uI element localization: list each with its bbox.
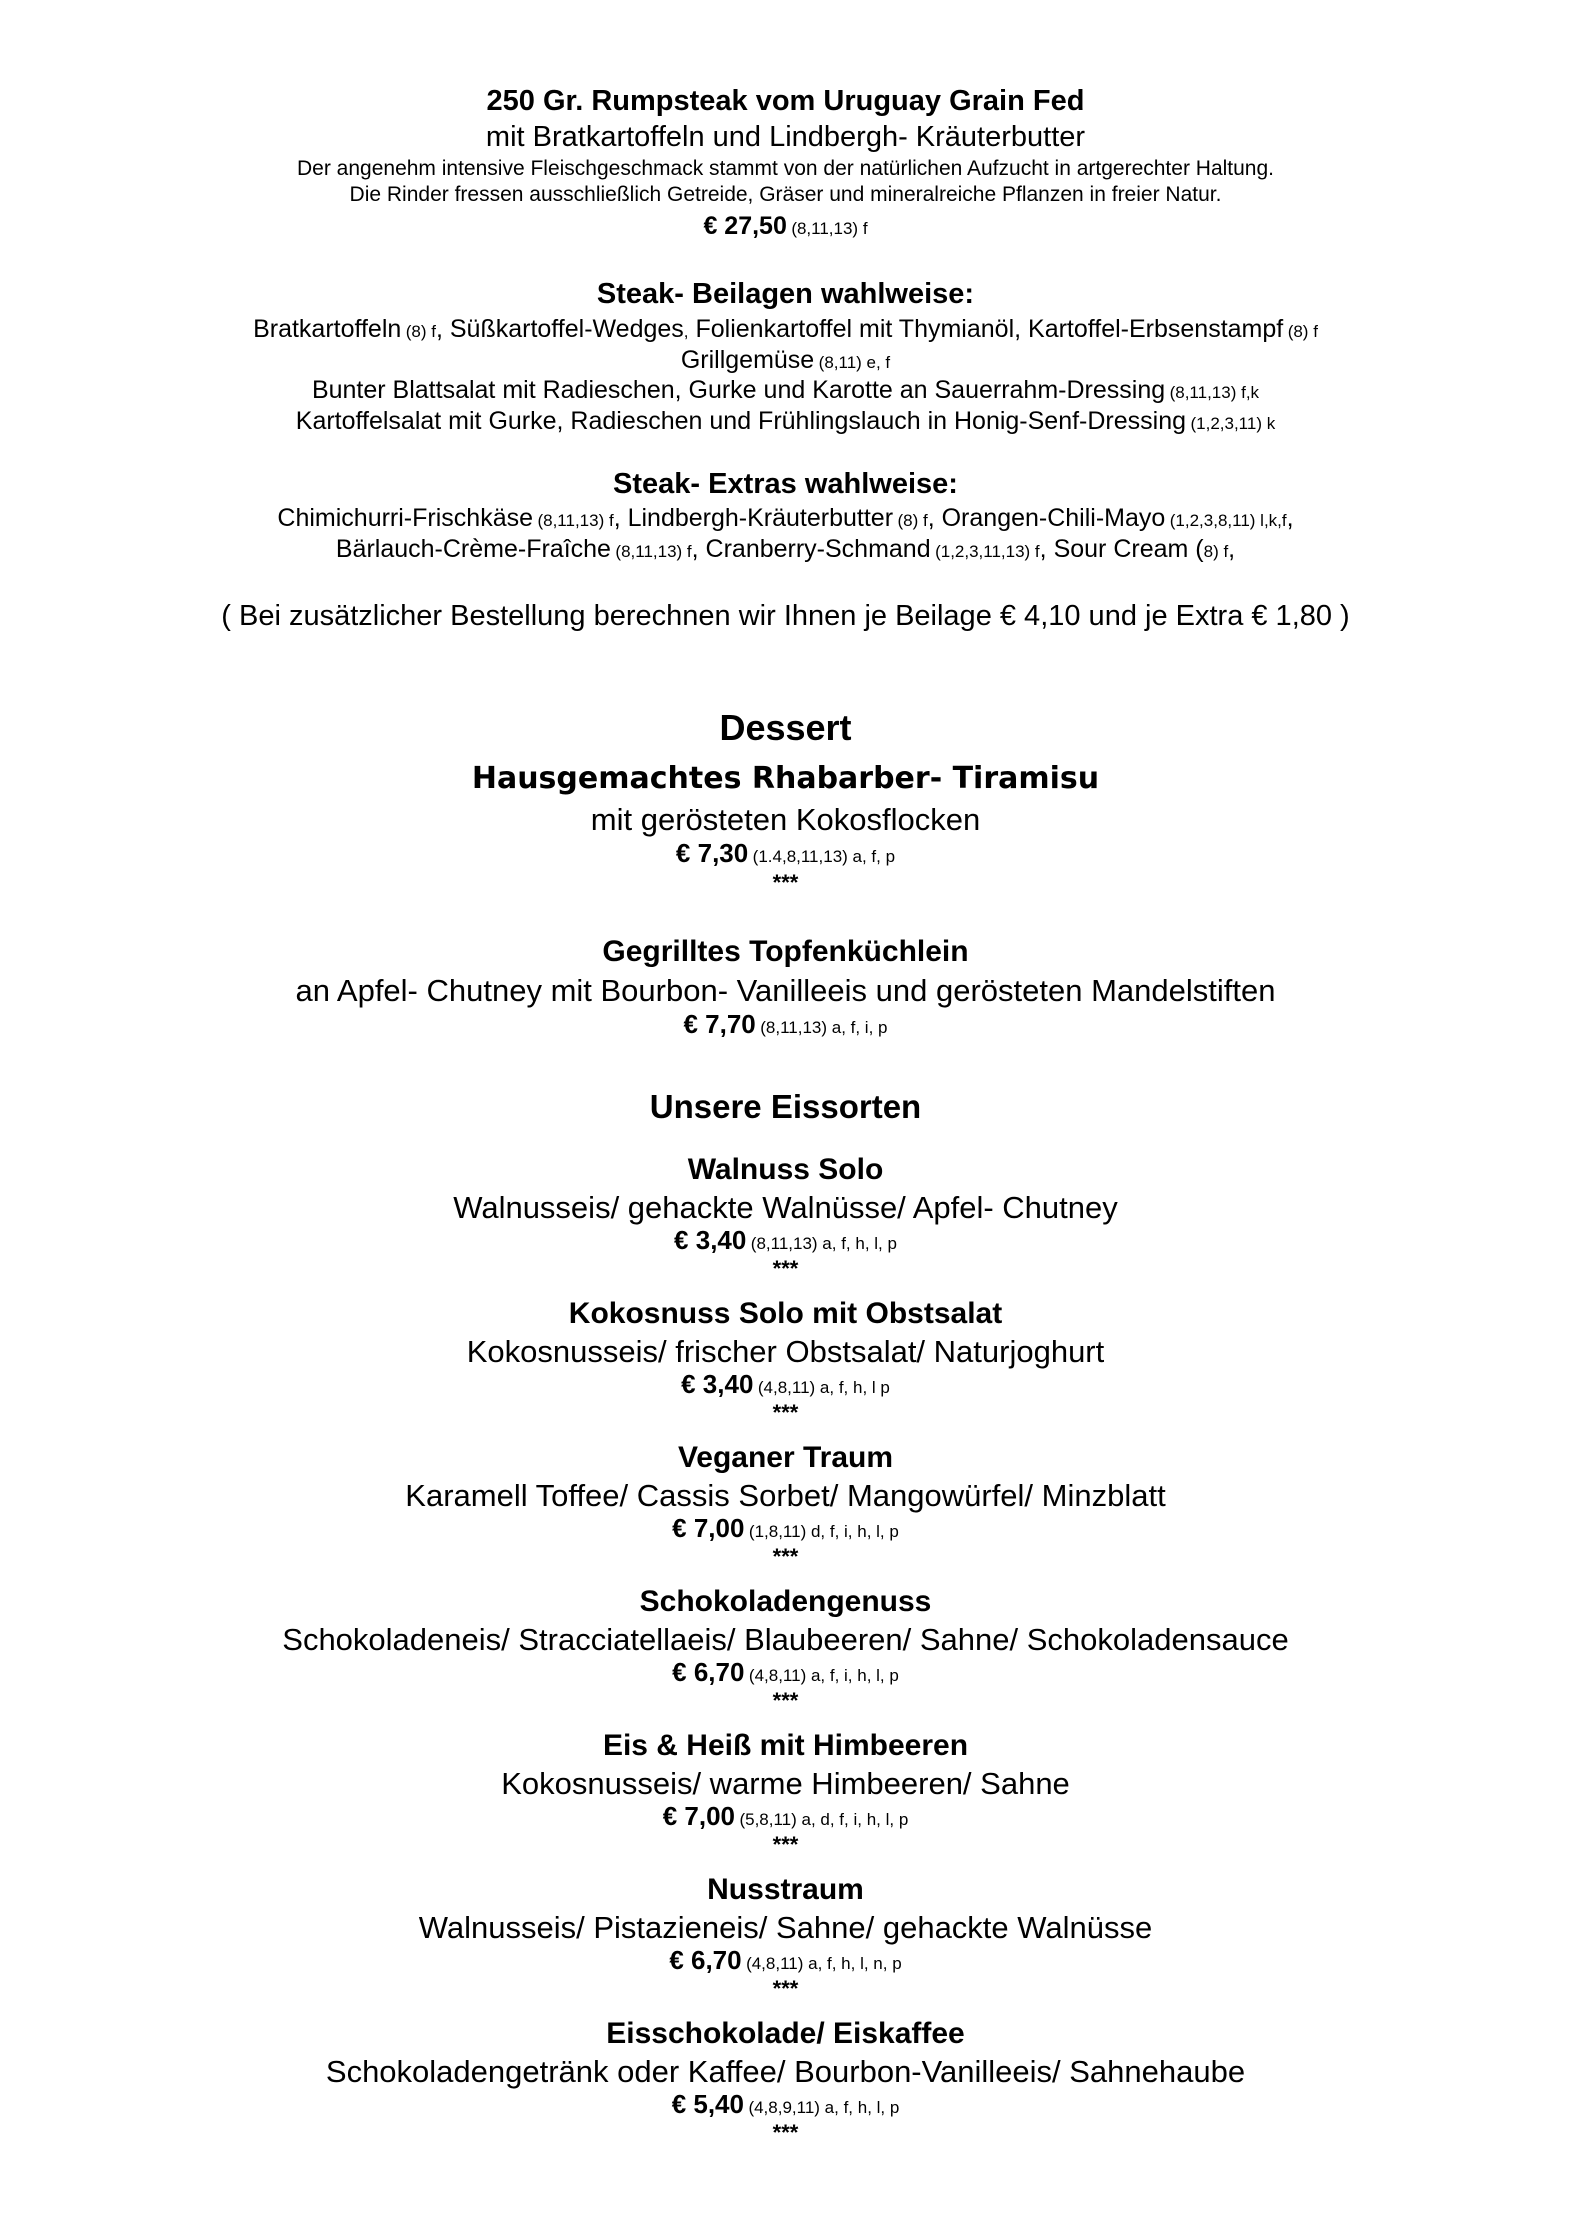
allergen-codes: (1.4,8,11,13) a, f, p (752, 847, 896, 866)
ice-item-price: € 7,00 (662, 1801, 735, 1831)
extra-kraeuterbutter: , Lindbergh-Kräuterbutter (613, 504, 894, 532)
dessert-item-topfen-desc: an Apfel- Chutney mit Bourbon- Vanilleeis und gerösteten Mandelstiften (295, 973, 1276, 1008)
steak-title: 250 Gr. Rumpsteak vom Uruguay Grain Fed (486, 85, 1085, 117)
allergen-codes: (8,11,13) f,k (1169, 383, 1260, 402)
allergen-codes: (8) f (897, 511, 928, 530)
sides-line-2 (0, 348, 1571, 373)
ice-item-price: € 3,40 (681, 1369, 754, 1399)
ice-item-price-line (0, 1515, 1571, 1541)
ice-item-name: Kokosnuss Solo mit Obstsalat (568, 1297, 1003, 1330)
steak-price-line (0, 214, 1571, 239)
ice-item-price: € 7,00 (672, 1513, 745, 1543)
side-grillgemuese: Grillgemüse (680, 346, 815, 374)
ice-item-price-line (0, 2091, 1571, 2117)
side-blattsalat: Bunter Blattsalat mit Radieschen, Gurke und Karotte an Sauerrahm-Dressing (311, 376, 1166, 404)
allergen-codes: (8) f (405, 322, 436, 341)
ice-item-desc: Walnusseis/ Pistazieneis/ Sahne/ gehackte Walnüsse (418, 1910, 1153, 1945)
dessert-item-topfen-price: € 7,70 (683, 1009, 756, 1039)
ice-item-name: Veganer Traum (677, 1441, 894, 1474)
extra-sour-cream: , Sour Cream ( (1039, 535, 1204, 563)
allergen-codes: (1,2,3,8,11) l,k,f (1169, 511, 1287, 530)
item-separator: *** (772, 1976, 799, 2001)
ice-item-price-line (0, 1371, 1571, 1397)
extra-orangen-chili-mayo: , Orangen-Chili-Mayo (927, 504, 1166, 532)
steak-allergen-codes: (8,11,13) f (791, 219, 868, 238)
ice-item-desc: Kokosnusseis/ warme Himbeeren/ Sahne (501, 1766, 1070, 1801)
separator-comma: , (1228, 535, 1236, 563)
sides-line-3 (0, 378, 1571, 403)
ice-item-desc: Kokosnusseis/ frischer Obstsalat/ Naturjoghurt (466, 1334, 1105, 1369)
allergen-codes: (4,8,11) a, f, h, l, n, p (746, 1954, 902, 1973)
extras-heading: Steak- Extras wahlweise: (613, 468, 958, 500)
sides-heading: Steak- Beilagen wahlweise: (596, 278, 975, 310)
allergen-codes: (8) f (1287, 322, 1318, 341)
extra-pricing-note: ( Bei zusätzlicher Bestellung berechnen wir Ihnen je Beilage € 4,10 und je Extra € 1,80 ) (221, 600, 1350, 632)
extra-baerlauch: Bärlauch-Crème-Fraîche (335, 535, 611, 563)
allergen-codes: (5,8,11) a, d, f, i, h, l, p (739, 1810, 909, 1829)
allergen-codes: (1,2,3,11) k (1190, 414, 1276, 433)
dessert-item-tiramisu-price-line (0, 840, 1571, 866)
allergen-codes: (1,2,3,11,13) f (935, 542, 1040, 561)
ice-item-price-line (0, 1227, 1571, 1253)
side-folienkartoffel: Folienkartoffel mit Thymianöl, Kartoffel-Erbsenstampf (688, 315, 1284, 343)
dessert-item-tiramisu-price: € 7,30 (675, 838, 749, 868)
dessert-heading: Dessert (719, 707, 852, 748)
ice-item-name: Eisschokolade/ Eiskaffee (606, 2017, 965, 2050)
item-separator: *** (772, 870, 799, 895)
allergen-codes: , (683, 322, 689, 341)
item-separator: *** (772, 1688, 799, 1713)
dessert-item-tiramisu-desc: mit gerösteten Kokosflocken (590, 802, 981, 837)
ice-item-price-line (0, 1803, 1571, 1829)
ice-item-price: € 5,40 (671, 2089, 744, 2119)
dessert-item-tiramisu-name: Hausgemachtes Rhabarber- Tiramisu (471, 761, 1100, 796)
ice-item-desc: Schokoladeneis/ Stracciatellaeis/ Blaubeeren/ Sahne/ Schokoladensauce (282, 1622, 1289, 1657)
allergen-codes: (8,11,13) f (537, 511, 614, 530)
allergen-codes: (8,11) e, f (818, 353, 891, 372)
allergen-codes: (4,8,11) a, f, i, h, l, p (748, 1666, 899, 1685)
allergen-codes: (4,8,9,11) a, f, h, l, p (748, 2098, 900, 2117)
item-separator: *** (772, 1256, 799, 1281)
sides-line-1 (0, 317, 1571, 342)
ice-item-price-line (0, 1947, 1571, 1973)
ice-item-desc: Walnusseis/ gehackte Walnüsse/ Apfel- Chutney (453, 1190, 1118, 1225)
allergen-codes: (1,8,11) d, f, i, h, l, p (748, 1522, 899, 1541)
steak-description-line-2: Die Rinder fressen ausschließlich Getreide, Gräser und mineralreiche Pflanzen in freier Natur. (349, 183, 1222, 206)
item-separator: *** (772, 1400, 799, 1425)
ice-item-name: Nusstraum (707, 1873, 864, 1906)
side-bratkartoffeln: Bratkartoffeln (253, 315, 402, 343)
item-separator: *** (772, 1832, 799, 1857)
item-separator: *** (772, 2120, 799, 2145)
ice-item-name: Walnuss Solo (687, 1153, 884, 1186)
ice-item-desc: Schokoladengetränk oder Kaffee/ Bourbon-Vanilleeis/ Sahnehaube (325, 2054, 1246, 2089)
allergen-codes: (8,11,13) f (615, 542, 692, 561)
dessert-item-topfen-price-line (0, 1011, 1571, 1037)
allergen-codes: 8) f (1203, 542, 1229, 561)
extras-line-2 (0, 537, 1571, 562)
extras-line-1 (0, 506, 1571, 531)
extra-chimichurri: Chimichurri-Frischkäse (277, 504, 533, 532)
ice-item-price: € 6,70 (669, 1945, 742, 1975)
extra-cranberry-schmand: , Cranberry-Schmand (691, 535, 931, 563)
ice-item-price-line (0, 1659, 1571, 1685)
steak-description-line-1: Der angenehm intensive Fleischgeschmack stammt von der natürlichen Aufzucht in artgerechter Haltung. (297, 157, 1274, 180)
allergen-codes: (8,11,13) a, f, h, l, p (750, 1234, 897, 1253)
separator-comma: , (1286, 504, 1294, 532)
side-kartoffelsalat: Kartoffelsalat mit Gurke, Radieschen und Frühlingslauch in Honig-Senf-Dressing (295, 407, 1187, 435)
ice-item-price: € 3,40 (674, 1225, 747, 1255)
steak-subtitle: mit Bratkartoffeln und Lindbergh- Kräuterbutter (485, 121, 1086, 153)
ice-item-name: Schokoladengenuss (639, 1585, 932, 1618)
dessert-item-topfen-name: Gegrilltes Topfenküchlein (602, 935, 969, 968)
side-suesskartoffel: , Süßkartoffel-Wedges (435, 315, 684, 343)
steak-price: € 27,50 (703, 212, 787, 240)
ice-item-desc: Karamell Toffee/ Cassis Sorbet/ Mangowürfel/ Minzblatt (405, 1478, 1166, 1513)
allergen-codes: (8,11,13) a, f, i, p (760, 1018, 888, 1037)
ice-item-price: € 6,70 (672, 1657, 745, 1687)
allergen-codes: (4,8,11) a, f, h, l p (757, 1378, 890, 1397)
sides-line-4 (0, 409, 1571, 434)
ice-cream-heading: Unsere Eissorten (649, 1088, 922, 1125)
ice-item-name: Eis & Heiß mit Himbeeren (602, 1729, 969, 1762)
item-separator: *** (772, 1544, 799, 1569)
